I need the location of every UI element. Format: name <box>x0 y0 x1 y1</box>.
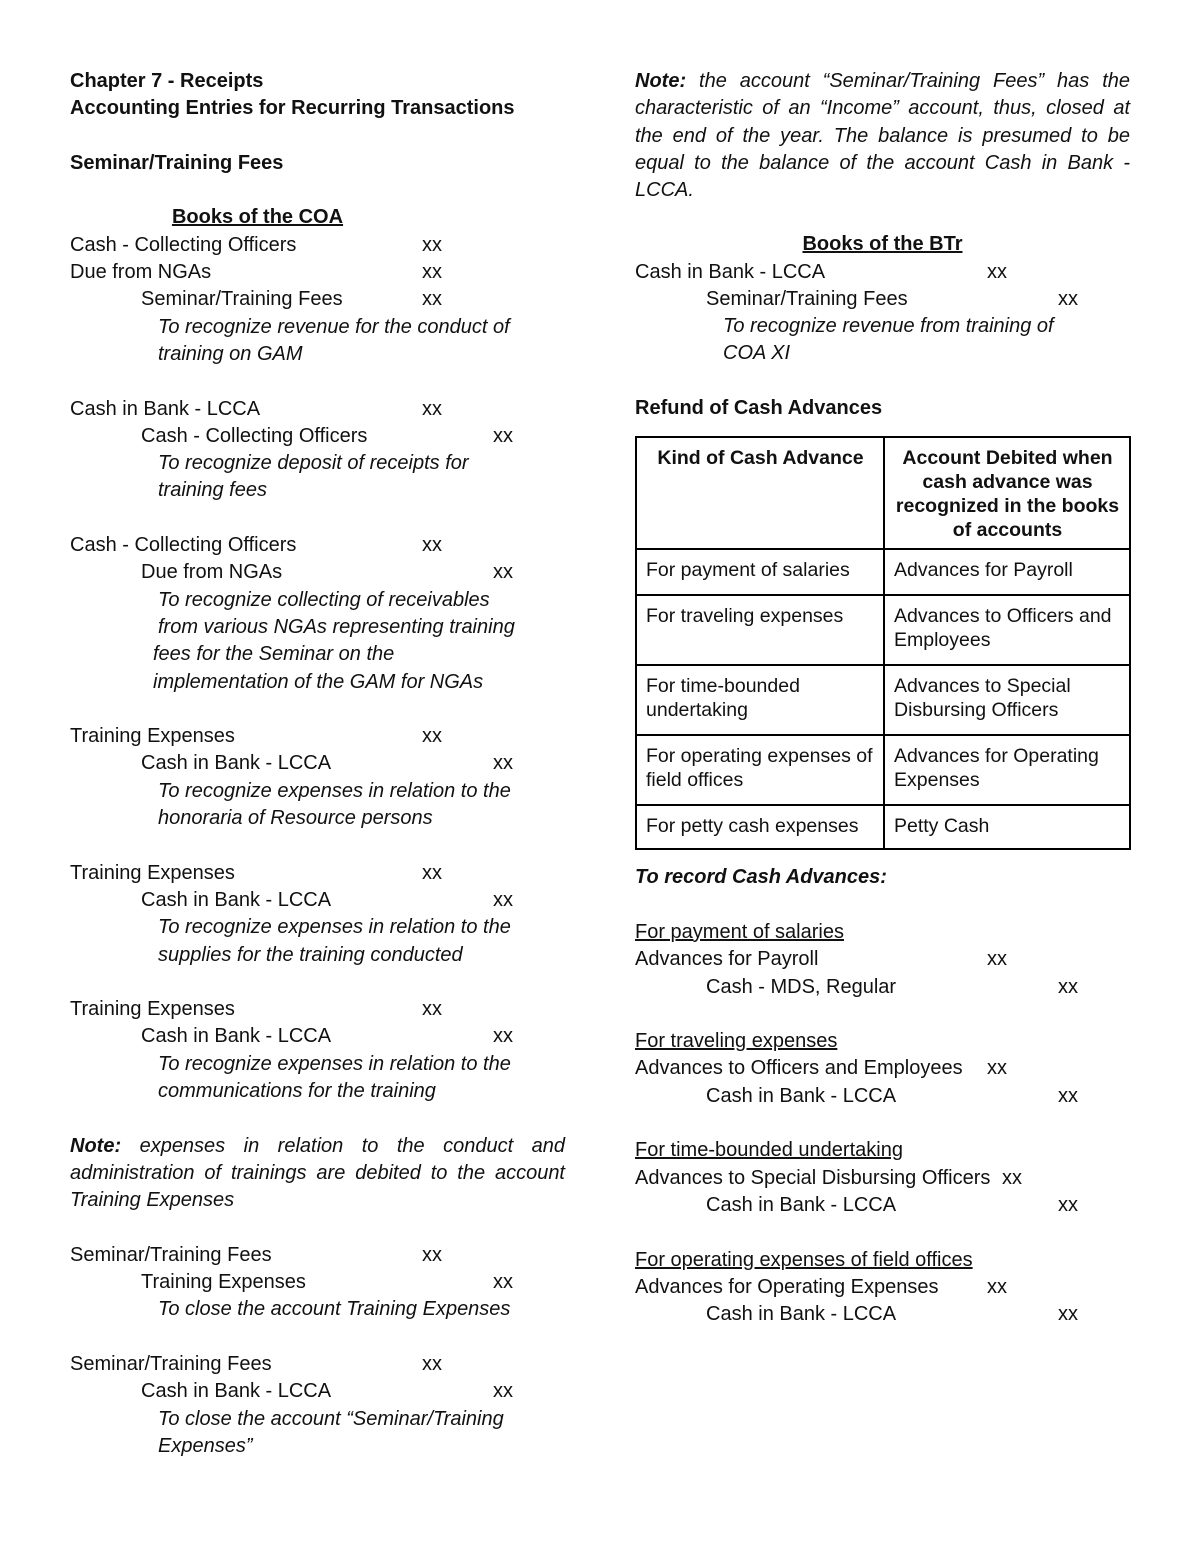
record-entry-2 <box>635 1028 1130 1110</box>
credit-amount: xx <box>1058 975 1078 998</box>
record-entry-3 <box>635 1137 1130 1219</box>
refund-section-title: Refund of Cash Advances <box>635 397 883 420</box>
entry-memo: To recognize collecting of receivables <box>158 588 490 611</box>
debit-amount: xx <box>422 1352 442 1375</box>
entry-memo: training on GAM <box>158 342 303 365</box>
credit-account: Cash in Bank - LCCA <box>141 752 332 775</box>
credit-account: Cash in Bank - LCCA <box>141 1025 332 1048</box>
debit-account: Cash - Collecting Officers <box>70 534 297 557</box>
entry-memo: honoraria of Resource persons <box>158 807 433 830</box>
books-btr-heading: Books of the BTr <box>802 233 963 256</box>
table-cell: For time-bounded undertaking <box>636 665 884 735</box>
table-cell: For petty cash expenses <box>636 805 884 849</box>
credit-amount: xx <box>1058 1303 1078 1326</box>
note-label: Note: <box>70 1134 122 1157</box>
closing-entry-2 <box>70 1351 565 1460</box>
credit-amount: xx <box>1058 287 1078 310</box>
credit-account: Due from NGAs <box>141 561 283 584</box>
note-paragraph <box>70 1133 565 1215</box>
journal-entry-4 <box>70 723 565 832</box>
credit-account: Cash in Bank - LCCA <box>141 1380 332 1403</box>
entry-memo: supplies for the training conducted <box>158 943 463 966</box>
credit-account: Seminar/Training Fees <box>141 288 343 311</box>
debit-amount: xx <box>422 725 442 748</box>
debit-account: Training Expenses <box>70 998 235 1021</box>
debit-amount: xx <box>987 1057 1007 1080</box>
btr-journal-entry <box>635 259 1130 368</box>
debit-account: Seminar/Training Fees <box>70 1352 272 1375</box>
credit-amount: xx <box>1058 1193 1078 1216</box>
column-header-kind: Kind of Cash Advance <box>636 437 884 549</box>
table-header-row <box>636 437 1130 549</box>
table-cell: Advances to Officers and Employees <box>884 595 1130 665</box>
journal-entry-2 <box>70 396 565 505</box>
debit-account: Training Expenses <box>70 725 235 748</box>
entry-heading: For traveling expenses <box>635 1030 838 1053</box>
record-entry-4 <box>635 1247 1130 1329</box>
journal-entry-1 <box>70 232 565 368</box>
note-paragraph <box>635 68 1130 204</box>
table-row <box>636 665 1130 735</box>
entry-memo: To recognize revenue for the conduct of <box>158 315 510 338</box>
entry-memo: communications for the training <box>158 1079 436 1102</box>
books-coa-heading: Books of the COA <box>171 206 344 229</box>
debit-amount: xx <box>987 948 1007 971</box>
debit-account: Advances for Payroll <box>635 948 819 971</box>
journal-entry-5 <box>70 860 565 969</box>
debit-account: Cash in Bank - LCCA <box>635 260 826 283</box>
entry-memo: To recognize expenses in relation to the <box>158 1052 511 1075</box>
table-row <box>636 549 1130 595</box>
debit-amount: xx <box>422 861 442 884</box>
document-subtitle: Accounting Entries for Recurring Transactions <box>70 97 515 120</box>
note-text: the account “Seminar/Training Fees” has the characteristic of an “Income” account, thus, closed at the end of the year. The balance is presumed to be equal to the balance of the account Cash in Bank - LCCA. <box>635 70 1130 202</box>
debit-account: Seminar/Training Fees <box>70 1243 272 1266</box>
entry-memo: implementation of the GAM for NGAs <box>153 670 484 693</box>
entry-heading: For operating expenses of field offices <box>635 1248 973 1271</box>
entry-heading: For payment of salaries <box>635 920 844 943</box>
right-column <box>635 68 1130 1328</box>
note-text: expenses in relation to the conduct and administration of trainings are debited to the account Training Expenses <box>70 1134 565 1212</box>
record-cash-advances-title: To record Cash Advances: <box>635 866 887 889</box>
credit-account: Cash in Bank - LCCA <box>706 1193 897 1216</box>
credit-amount: xx <box>493 1271 513 1294</box>
left-column <box>70 68 565 1460</box>
table-cell: For operating expenses of field offices <box>636 735 884 805</box>
debit-account: Due from NGAs <box>70 261 212 284</box>
credit-account: Seminar/Training Fees <box>706 287 908 310</box>
table-row <box>636 805 1130 849</box>
debit-amount: xx <box>422 397 442 420</box>
credit-amount: xx <box>493 1025 513 1048</box>
credit-amount: xx <box>1058 1084 1078 1107</box>
debit-amount: xx <box>422 534 442 557</box>
entry-memo: COA XI <box>723 342 791 365</box>
closing-entry-1 <box>70 1242 565 1324</box>
credit-amount: xx <box>493 752 513 775</box>
debit-amount: xx <box>422 998 442 1021</box>
record-entry-1 <box>635 919 1130 1001</box>
debit-amount: xx <box>422 233 442 256</box>
table-row <box>636 735 1130 805</box>
credit-account: Cash in Bank - LCCA <box>141 888 332 911</box>
credit-amount: xx <box>493 1380 513 1403</box>
entry-memo: To recognize expenses in relation to the <box>158 916 511 939</box>
journal-entry-6 <box>70 996 565 1105</box>
credit-account: Cash - Collecting Officers <box>141 424 368 447</box>
table-cell: Advances for Operating Expenses <box>884 735 1130 805</box>
entry-memo: To recognize deposit of receipts for <box>158 452 469 475</box>
table-cell: Petty Cash <box>884 805 1130 849</box>
debit-amount: xx <box>987 1275 1007 1298</box>
entry-memo: fees for the Seminar on the <box>153 643 395 666</box>
entry-memo: from various NGAs representing training <box>158 615 515 638</box>
entry-memo: training fees <box>158 479 267 502</box>
table-cell: Advances to Special Disbursing Officers <box>884 665 1130 735</box>
credit-amount: xx <box>493 561 513 584</box>
chapter-title: Chapter 7 - Receipts <box>70 70 264 92</box>
section-title-seminar-fees: Seminar/Training Fees <box>70 151 284 174</box>
debit-account: Advances for Operating Expenses <box>635 1275 939 1298</box>
entry-memo: To recognize expenses in relation to the <box>158 779 511 802</box>
note-label: Note: <box>635 70 687 92</box>
entry-memo: To recognize revenue from training of <box>723 315 1054 338</box>
debit-amount: xx <box>987 260 1007 283</box>
table-cell: For traveling expenses <box>636 595 884 665</box>
table-row <box>636 595 1130 665</box>
debit-account: Advances to Officers and Employees <box>635 1057 963 1080</box>
credit-amount: xx <box>422 288 442 311</box>
entry-heading: For time-bounded undertaking <box>635 1139 903 1162</box>
debit-amount: xx <box>422 261 442 284</box>
credit-account: Cash in Bank - LCCA <box>706 1303 897 1326</box>
column-header-account: Account Debited when cash advance was recognized in the books of accounts <box>884 437 1130 549</box>
entry-memo: To close the account “Seminar/Training <box>158 1407 504 1430</box>
debit-amount: xx <box>1002 1166 1022 1189</box>
credit-account: Cash in Bank - LCCA <box>706 1084 897 1107</box>
journal-entry-3 <box>70 532 565 696</box>
debit-account: Training Expenses <box>70 861 235 884</box>
credit-amount: xx <box>493 888 513 911</box>
debit-amount: xx <box>422 1243 442 1266</box>
entry-memo: Expenses” <box>158 1434 253 1457</box>
debit-account: Advances to Special Disbursing Officers <box>635 1166 991 1189</box>
credit-amount: xx <box>493 424 513 447</box>
debit-account: Cash in Bank - LCCA <box>70 397 261 420</box>
debit-account: Cash - Collecting Officers <box>70 233 297 256</box>
table-cell: Advances for Payroll <box>884 549 1130 595</box>
table-cell: For payment of salaries <box>636 549 884 595</box>
credit-account: Cash - MDS, Regular <box>706 975 897 998</box>
credit-account: Training Expenses <box>141 1271 306 1294</box>
cash-advance-table <box>635 436 1131 850</box>
entry-memo: To close the account Training Expenses <box>158 1298 511 1321</box>
